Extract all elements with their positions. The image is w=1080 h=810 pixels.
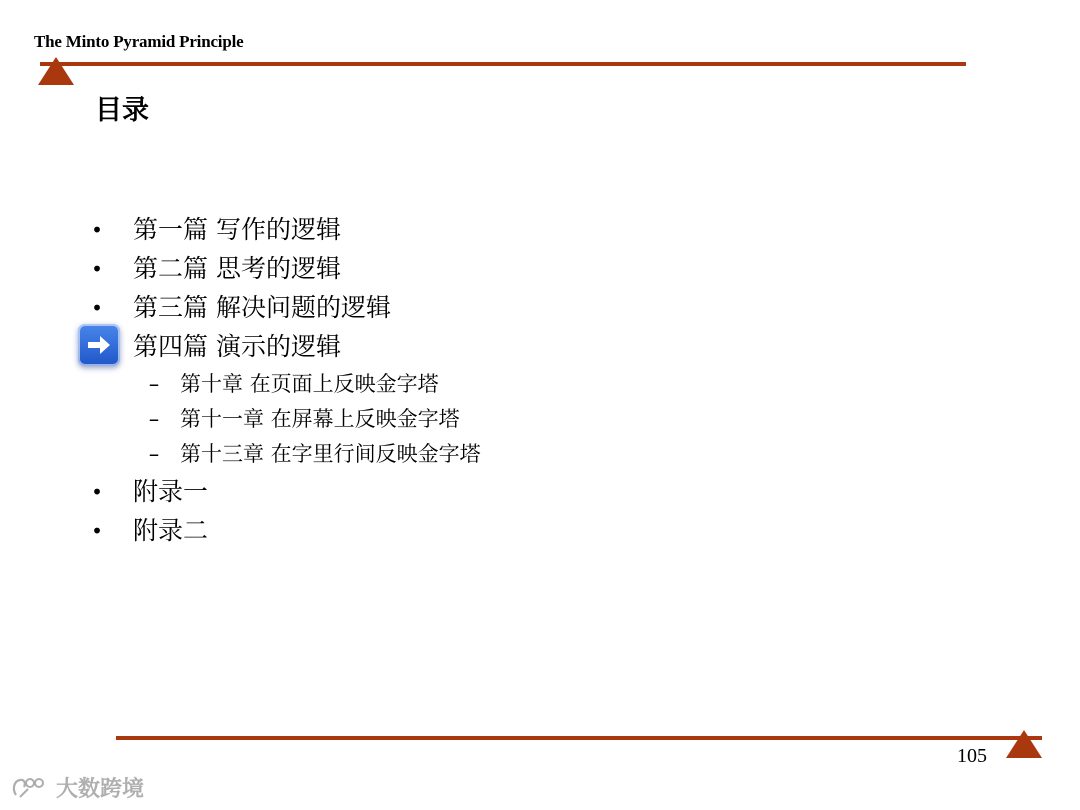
bullet-icon: • — [91, 480, 103, 504]
bullet-icon: • — [91, 296, 103, 320]
toc-item-label: 附录一 — [133, 477, 209, 506]
page-number: 105 — [957, 745, 987, 767]
toc-subitem[interactable] — [0, 439, 700, 469]
bullet-icon: • — [91, 519, 103, 543]
toc-subitem-label: 第十章 在页面上反映金字塔 — [180, 372, 439, 396]
bullet-icon: • — [91, 218, 103, 242]
toc-item-label: 第一篇 写作的逻辑 — [133, 215, 341, 244]
toc-item-label: 第三篇 解决问题的逻辑 — [133, 293, 391, 322]
toc-item[interactable] — [0, 513, 700, 549]
watermark — [10, 772, 144, 803]
bullet-icon: • — [91, 257, 103, 281]
dash-icon: – — [148, 372, 160, 396]
dash-icon: – — [148, 442, 160, 466]
toc-subitem[interactable] — [0, 369, 700, 399]
watermark-text: 大数跨境 — [56, 777, 145, 802]
toc-subitem-label: 第十三章 在字里行间反映金字塔 — [180, 442, 481, 466]
triangle-icon — [38, 57, 74, 85]
toc-item[interactable] — [0, 290, 700, 326]
watermark-logo-icon — [10, 775, 50, 801]
toc-item[interactable] — [0, 212, 700, 248]
toc-item[interactable] — [0, 251, 700, 287]
deck-title: The Minto Pyramid Principle — [34, 32, 244, 51]
toc-item-label: 第四篇 演示的逻辑 — [133, 332, 341, 361]
toc-item-label: 第二篇 思考的逻辑 — [133, 254, 341, 283]
toc-item[interactable] — [0, 474, 700, 510]
page-title: 目录 — [95, 95, 149, 126]
toc-subitem[interactable] — [0, 404, 700, 434]
bottom-divider — [116, 736, 1042, 740]
toc-item-label: 附录二 — [133, 516, 209, 545]
toc-item-current[interactable] — [0, 329, 700, 365]
top-divider — [40, 62, 966, 66]
triangle-icon — [1006, 730, 1042, 758]
toc-subitem-label: 第十一章 在屏幕上反映金字塔 — [180, 407, 460, 431]
dash-icon: – — [148, 407, 160, 431]
